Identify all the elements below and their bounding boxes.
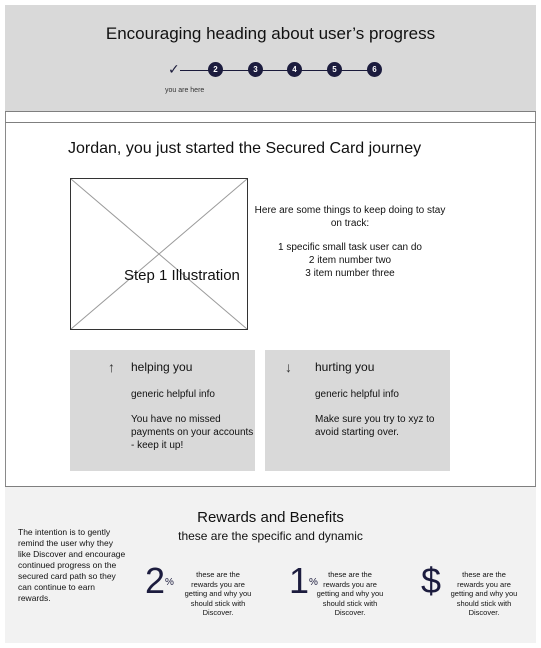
- tip-item: 2 item number two: [308, 255, 392, 266]
- tips-block: [250, 204, 450, 280]
- intention-note: The intention is to gently remind the user why they like Discover and encourage continued progress on the secured card path so they can continue to earn rewards.: [18, 527, 126, 603]
- step-3[interactable]: 3: [248, 62, 263, 77]
- placeholder-cross: [71, 179, 247, 329]
- card-message: You have no missed payments on your accounts - keep it up!: [131, 414, 254, 451]
- helping-you-card: [70, 350, 255, 471]
- arrow-up-icon: ↑: [108, 359, 115, 375]
- tips-intro: Here are some things to keep doing to stay on track:: [254, 205, 446, 229]
- tip-item: 3 item number three: [305, 268, 395, 279]
- card-message: Make sure you try to xyz to avoid starting over.: [315, 414, 435, 438]
- dollar-icon: $: [421, 560, 442, 601]
- step-2[interactable]: 2: [208, 62, 223, 77]
- step-5[interactable]: 5: [327, 62, 342, 77]
- section-divider: [5, 122, 536, 123]
- arrow-down-icon: ↓: [285, 359, 292, 375]
- hurting-you-card: [265, 350, 450, 471]
- check-icon: ✓: [168, 61, 180, 77]
- card-info: generic helpful info: [315, 389, 399, 400]
- rewards-title: Rewards and Benefits: [197, 509, 344, 526]
- header-title: Encouraging heading about user’s progress: [105, 24, 436, 43]
- card-title: helping you: [131, 360, 193, 374]
- step-illustration-placeholder: [70, 178, 248, 330]
- benefit-description: these are the rewards you are getting and why you should stick with Discover.: [184, 570, 252, 617]
- you-are-here-caption: you are here: [165, 87, 205, 94]
- benefit-description: these are the rewards you are getting and why you should stick with Discover.: [316, 570, 384, 617]
- card-title: hurting you: [315, 360, 375, 374]
- rewards-section: [5, 487, 536, 643]
- step-6[interactable]: 6: [367, 62, 382, 77]
- percent-reward-icon: 1%: [289, 560, 318, 601]
- card-info: generic helpful info: [131, 389, 215, 400]
- rewards-subtitle: these are the specific and dynamic: [178, 529, 363, 543]
- percent-reward-icon: 2%: [145, 560, 174, 601]
- illustration-label: Step 1 Illustration: [124, 267, 240, 284]
- progress-header: [5, 5, 536, 112]
- step-4[interactable]: 4: [287, 62, 302, 77]
- tip-item: 1 specific small task user can do: [278, 242, 422, 253]
- page-title: Jordan, you just started the Secured Card journey: [68, 140, 422, 157]
- benefit-description: these are the rewards you are getting and why you should stick with Discover.: [450, 570, 518, 617]
- progress-stepper: [162, 61, 382, 81]
